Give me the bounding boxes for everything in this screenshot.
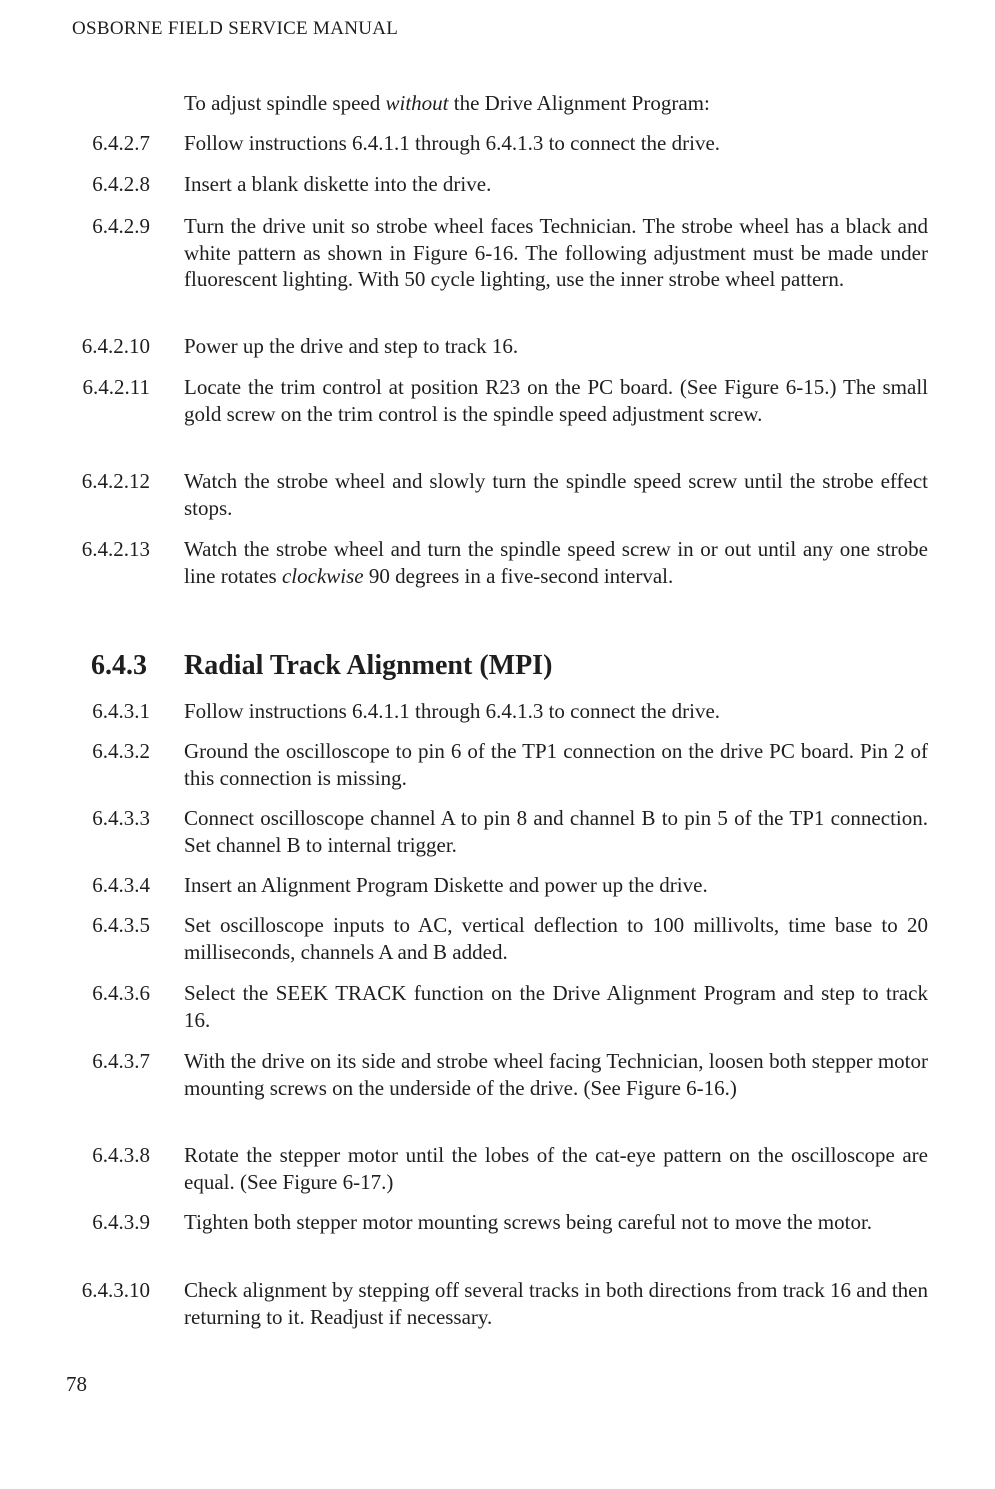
step-text	[184, 374, 928, 427]
step-number: 6.4.3	[91, 650, 147, 681]
step-number: 6.4.2.12	[81, 469, 150, 493]
step-text	[184, 536, 928, 589]
step-number: 6.4.2.9	[92, 214, 150, 238]
step-text	[184, 213, 928, 293]
page-number: 78	[66, 1372, 87, 1396]
emphasized-text: without	[385, 91, 449, 115]
text-run: Watch the strobe wheel and turn the spindle speed screw in or out until any one strobe line rotates	[184, 537, 928, 588]
step-number: 6.4.2.10	[81, 334, 150, 358]
running-header: OSBORNE FIELD SERVICE MANUAL	[72, 18, 399, 39]
text-run: Select the SEEK TRACK function on the Drive Alignment Program and step to track 16.	[184, 981, 928, 1032]
text-run: Follow instructions 6.4.1.1 through 6.4.1.3 to connect the drive.	[184, 131, 721, 155]
text-run: With the drive on its side and strobe wheel facing Technician, loosen both stepper motor mounting screws on the underside of the drive. (See Figure 6-16.)	[184, 1049, 928, 1100]
step-text	[184, 468, 928, 521]
step-text	[184, 912, 928, 965]
text-run: Turn the drive unit so strobe wheel faces Technician. The strobe wheel has a black and white pattern as shown in Figure 6-16. The following adjustment must be made under fluorescent lighting. With 50 cycle lighting, use the inner strobe wheel pattern.	[184, 214, 928, 291]
step-text	[184, 90, 928, 117]
step-number: 6.4.3.3	[92, 806, 150, 830]
text-run: the Drive Alignment Program:	[448, 91, 710, 115]
text-run: Radial Track Alignment (MPI)	[184, 650, 553, 681]
text-run: 90 degrees in a five-second interval.	[363, 563, 674, 588]
step-text	[184, 130, 928, 157]
step-number: 6.4.3.2	[92, 739, 150, 763]
text-run: Insert a blank diskette into the drive.	[184, 172, 492, 196]
step-number: 6.4.3.8	[92, 1143, 150, 1167]
step-number: 6.4.3.6	[92, 981, 150, 1005]
step-number: 6.4.3.10	[81, 1278, 150, 1302]
step-number: 6.4.3.5	[92, 913, 150, 937]
step-number: 6.4.2.7	[92, 131, 150, 155]
text-run: Tighten both stepper motor mounting screws being careful not to move the motor.	[184, 1210, 873, 1234]
step-text	[184, 1048, 928, 1101]
step-text	[184, 805, 928, 858]
text-run: To adjust spindle speed	[184, 91, 386, 115]
step-text	[184, 171, 928, 198]
text-run: Insert an Alignment Program Diskette and power up the drive.	[184, 873, 708, 897]
step-text	[184, 872, 928, 899]
text-run: Ground the oscilloscope to pin 6 of the TP1 connection on the drive PC board. Pin 2 of this connection is missing.	[184, 739, 928, 790]
step-number: 6.4.3.9	[92, 1210, 150, 1234]
step-text	[184, 1277, 928, 1330]
step-text	[184, 1209, 928, 1236]
step-number: 6.4.3.1	[92, 699, 150, 723]
step-text	[184, 698, 928, 725]
step-text	[184, 333, 928, 360]
step-number: 6.4.2.8	[92, 172, 150, 196]
text-run: Set oscilloscope inputs to AC, vertical deflection to 100 millivolts, time base to 20 milliseconds, channels A and B added.	[184, 913, 928, 964]
section-title	[184, 650, 928, 682]
step-number: 6.4.3.4	[92, 873, 150, 897]
emphasized-text: clockwise	[281, 563, 364, 588]
step-number: 6.4.2.11	[82, 375, 150, 399]
text-run: Watch the strobe wheel and slowly turn the spindle speed screw until the strobe effect stops.	[184, 469, 928, 520]
text-run: Locate the trim control at position R23 on the PC board. (See Figure 6-15.) The small gold screw on the trim control is the spindle speed adjustment screw.	[184, 375, 928, 426]
step-text	[184, 738, 928, 791]
text-run: Follow instructions 6.4.1.1 through 6.4.1.3 to connect the drive.	[184, 699, 721, 723]
text-run: Connect oscilloscope channel A to pin 8 and channel B to pin 5 of the TP1 connection. Set channel B to internal trigger.	[184, 806, 928, 857]
step-number: 6.4.2.13	[81, 537, 150, 561]
step-text	[184, 1142, 928, 1195]
text-run: Power up the drive and step to track 16.	[184, 334, 519, 358]
step-number: 6.4.3.7	[92, 1049, 150, 1073]
step-text	[184, 980, 928, 1033]
text-run: Check alignment by stepping off several tracks in both directions from track 16 and then returning to it. Readjust if necessary.	[184, 1278, 928, 1329]
text-run: Rotate the stepper motor until the lobes of the cat-eye pattern on the oscilloscope are equal. (See Figure 6-17.)	[184, 1143, 928, 1194]
